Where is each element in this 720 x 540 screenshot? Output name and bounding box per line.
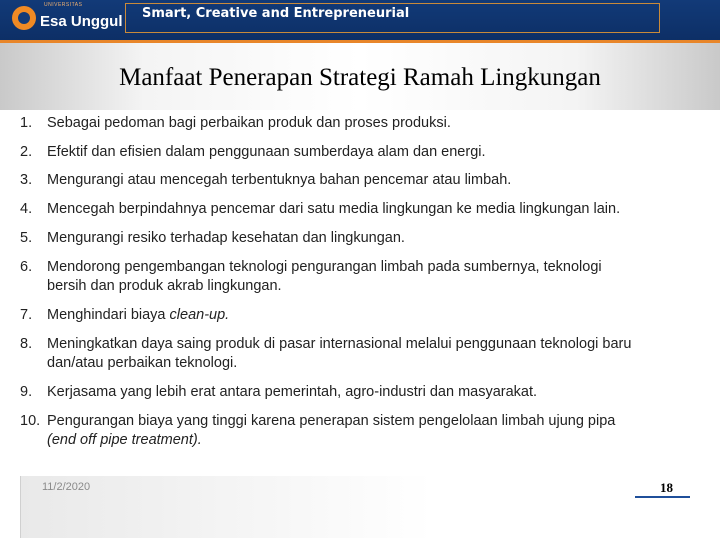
item-text: Mendorong pengembangan teknologi pengurangan limbah pada sumbernya, teknologi	[47, 259, 602, 275]
item-number: 2.	[20, 144, 33, 160]
item-number: 3.	[20, 172, 33, 188]
item-text: Menghindari biaya	[47, 307, 170, 323]
logo-text: Esa Unggul	[40, 12, 123, 30]
item-text: Efektif dan efisien dalam penggunaan sumberdaya alam dan energi.	[47, 144, 486, 160]
list-item	[20, 258, 602, 296]
item-continuation: dan/atau perbaikan teknologi.	[47, 355, 238, 371]
item-text: Pengurangan biaya yang tinggi karena penerapan sistem pengelolaan limbah ujung pipa	[47, 413, 616, 429]
item-text: Kerjasama yang lebih erat antara pemerintah, agro-industri dan masyarakat.	[47, 384, 538, 400]
item-number: 1.	[20, 115, 33, 131]
list-item	[20, 383, 537, 402]
header-tagline: Smart, Creative and Entrepreneurial	[142, 6, 410, 21]
item-number: 7.	[20, 307, 33, 323]
item-number: 10.	[20, 413, 41, 429]
item-continuation: bersih dan produk akrab lingkungan.	[47, 278, 282, 294]
list-item	[20, 306, 229, 325]
page-number: 18	[660, 480, 673, 495]
item-number: 5.	[20, 230, 33, 246]
university-logo	[12, 4, 123, 32]
item-text: Meningkatkan daya saing produk di pasar internasional melalui penggunaan teknologi baru	[47, 336, 632, 352]
item-number: 8.	[20, 336, 33, 352]
item-text: Mencegah berpindahnya pencemar dari satu media lingkungan ke media lingkungan lain.	[47, 201, 621, 217]
list-item	[20, 200, 620, 219]
item-number: 9.	[20, 384, 33, 400]
footer-bar	[20, 476, 706, 538]
item-continuation: (end off pipe treatment).	[47, 432, 202, 448]
logo-emblem-icon	[12, 6, 36, 30]
item-text: Sebagai pedoman bagi perbaikan produk dan proses produksi.	[47, 115, 451, 131]
list-item	[20, 229, 405, 248]
logo-small-text: UNIVERSITAS	[44, 2, 83, 8]
list-item	[20, 143, 486, 162]
item-italic-text: clean-up.	[169, 307, 230, 323]
list-item	[20, 412, 615, 450]
list-item	[20, 114, 451, 133]
page-number-underline	[635, 496, 690, 498]
item-text: Mengurangi resiko terhadap kesehatan dan lingkungan.	[47, 230, 405, 246]
item-number: 4.	[20, 201, 33, 217]
slide-date: 11/2/2020	[42, 481, 91, 493]
slide-title: Manfaat Penerapan Strategi Ramah Lingkungan	[119, 64, 601, 91]
item-text: Mengurangi atau mencegah terbentuknya bahan pencemar atau limbah.	[47, 172, 512, 188]
list-item	[20, 335, 631, 373]
list-item	[20, 171, 511, 190]
item-number: 6.	[20, 259, 33, 275]
